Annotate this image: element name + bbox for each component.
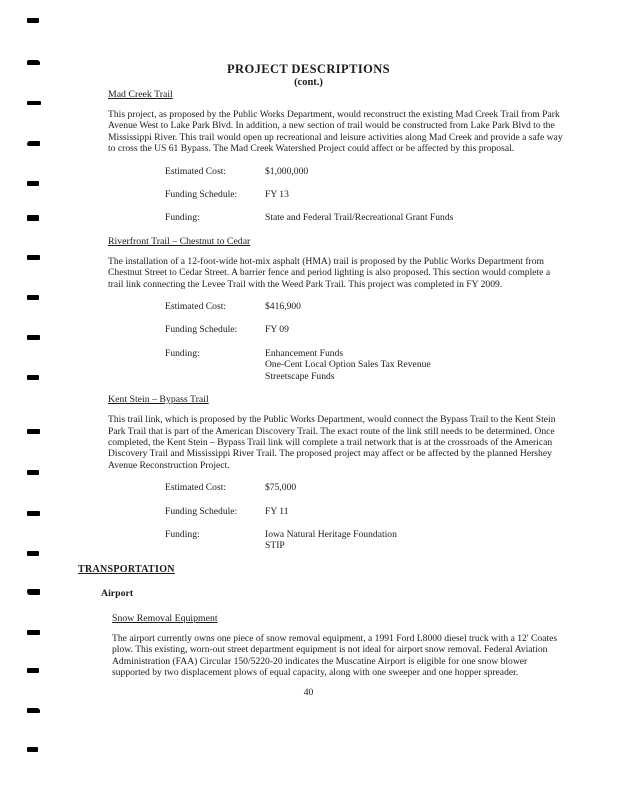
detail-value bbox=[265, 482, 296, 493]
detail-value bbox=[265, 506, 289, 517]
detail-value-line: STIP bbox=[265, 540, 285, 552]
detail-value-line: $75,000 bbox=[265, 482, 297, 494]
page-title: PROJECT DESCRIPTIONS bbox=[226, 62, 390, 76]
binding-mark bbox=[27, 101, 41, 105]
binding-mark bbox=[27, 141, 40, 146]
detail-label: Funding: bbox=[165, 528, 200, 540]
section-body: This trail link, which is proposed by the Public Works Department, would connect the Bypass Trail to the Kent Stein Park Trail that is part of the American Discovery Trail. The exact route of the link still needs to be determined. Once completed, the Kent Stein – Bypass Trail link will complete a trail network that is at the crossroads of the American Discovery Trail and Mississippi River Trail. The proposed project may affect or be affected by the planned Hershey Avenue Reconstruction Project. bbox=[108, 414, 556, 471]
detail-value-line: $1,000,000 bbox=[265, 165, 309, 177]
detail-value bbox=[265, 348, 431, 382]
section-snow-removal-equipment bbox=[112, 613, 564, 679]
section-mad-creek-trail bbox=[108, 89, 563, 224]
binding-mark bbox=[27, 335, 40, 340]
binding-mark bbox=[27, 470, 39, 475]
binding-mark bbox=[27, 429, 40, 434]
detail-row-funding-schedule bbox=[165, 506, 563, 517]
binding-mark bbox=[27, 215, 39, 221]
detail-label: Funding: bbox=[165, 347, 200, 359]
detail-label: Funding: bbox=[165, 212, 200, 224]
detail-row-estimated-cost bbox=[165, 301, 563, 312]
binding-mark bbox=[27, 708, 40, 713]
detail-label: Estimated Cost: bbox=[165, 482, 227, 494]
binding-mark bbox=[27, 375, 39, 380]
detail-value bbox=[265, 324, 289, 335]
binding-mark bbox=[27, 551, 39, 556]
section-riverfront-trail bbox=[108, 236, 563, 382]
detail-label: Funding Schedule: bbox=[165, 189, 238, 201]
detail-row-estimated-cost bbox=[165, 482, 563, 493]
section-body: The airport currently owns one piece of snow removal equipment, a 1991 Ford L8000 diesel truck with a 12' Coates plow. This existing, worn-out street department equipment is not ideal for airport snow removal. Federal Aviation Administration (FAA) Circular 150/5220-20 indicates the Muscatine Airport is eligible for one snow blower supported by two displacement plows of equal capacity, along with one sweeper and one hopper spreader. bbox=[112, 632, 558, 678]
detail-row-funding bbox=[165, 348, 563, 382]
subcategory-heading-airport: Airport bbox=[101, 587, 134, 599]
page-number: 40 bbox=[303, 687, 314, 699]
binding-mark bbox=[27, 295, 39, 300]
detail-value-line: Enhancement Funds bbox=[265, 347, 344, 359]
binding-mark bbox=[27, 60, 40, 65]
binding-mark bbox=[27, 668, 39, 673]
section-body: The installation of a 12-foot-wide hot-mix asphalt (HMA) trail is proposed by the Public Works Department from Chestnut Street to Cedar Street. A barrier fence and period lighting is also proposed. This section would complete a trail link connecting the Levee Trail with the Weed Park Trail. This project was completed in FY 2009. bbox=[108, 255, 551, 290]
detail-value bbox=[265, 189, 289, 200]
detail-value-line: Iowa Natural Heritage Foundation bbox=[265, 528, 397, 540]
detail-label: Funding Schedule: bbox=[165, 324, 238, 336]
section-details bbox=[165, 166, 563, 224]
section-heading: Mad Creek Trail bbox=[108, 89, 173, 100]
binding-mark bbox=[27, 18, 39, 23]
page-subtitle: (cont.) bbox=[294, 77, 323, 88]
binding-mark bbox=[27, 630, 40, 635]
detail-row-funding bbox=[165, 529, 563, 552]
section-heading: Riverfront Trail – Chestnut to Cedar bbox=[108, 235, 251, 247]
detail-label: Estimated Cost: bbox=[165, 165, 227, 177]
detail-value-line: $416,900 bbox=[265, 301, 301, 313]
section-details bbox=[165, 301, 563, 382]
detail-value-line: State and Federal Trail/Recreational Grant Funds bbox=[265, 212, 454, 224]
detail-value-line: FY 13 bbox=[265, 189, 289, 201]
detail-value bbox=[265, 301, 301, 312]
detail-value bbox=[265, 212, 453, 223]
detail-value-line: One-Cent Local Option Sales Tax Revenue bbox=[265, 359, 431, 371]
binding-mark bbox=[27, 511, 40, 516]
detail-value bbox=[265, 166, 308, 177]
detail-row-funding-schedule bbox=[165, 189, 563, 200]
detail-row-funding bbox=[165, 212, 563, 223]
detail-label: Estimated Cost: bbox=[165, 301, 227, 313]
detail-value-line: FY 09 bbox=[265, 324, 289, 336]
binding-mark bbox=[27, 747, 38, 752]
detail-row-funding-schedule bbox=[165, 324, 563, 335]
detail-value bbox=[265, 529, 397, 552]
binding-mark bbox=[27, 181, 39, 186]
detail-value-line: FY 11 bbox=[265, 505, 289, 517]
detail-label: Funding Schedule: bbox=[165, 505, 238, 517]
detail-value-line: Streetscape Funds bbox=[265, 370, 335, 382]
section-heading: Kent Stein – Bypass Trail bbox=[108, 394, 209, 406]
section-heading: Snow Removal Equipment bbox=[112, 612, 218, 624]
detail-row-estimated-cost bbox=[165, 166, 563, 177]
section-details bbox=[165, 482, 563, 552]
binding-mark bbox=[27, 589, 40, 595]
binding-mark bbox=[27, 255, 40, 260]
section-body: This project, as proposed by the Public Works Department, would reconstruct the existing Mad Creek Trail from Park Avenue West to Lake Park Blvd. In addition, a new section of trail would be constructed from Lake Park Blvd to the Mississippi River. This trail would open up recreational and leisure activities along Mad Creek and provide a safe way to cross the US 61 Bypass. The Mad Creek Watershed Project could affect or be affected by this proposal. bbox=[108, 109, 563, 155]
category-heading-transportation: TRANSPORTATION bbox=[78, 563, 175, 575]
section-kent-stein-bypass-trail bbox=[108, 394, 563, 552]
